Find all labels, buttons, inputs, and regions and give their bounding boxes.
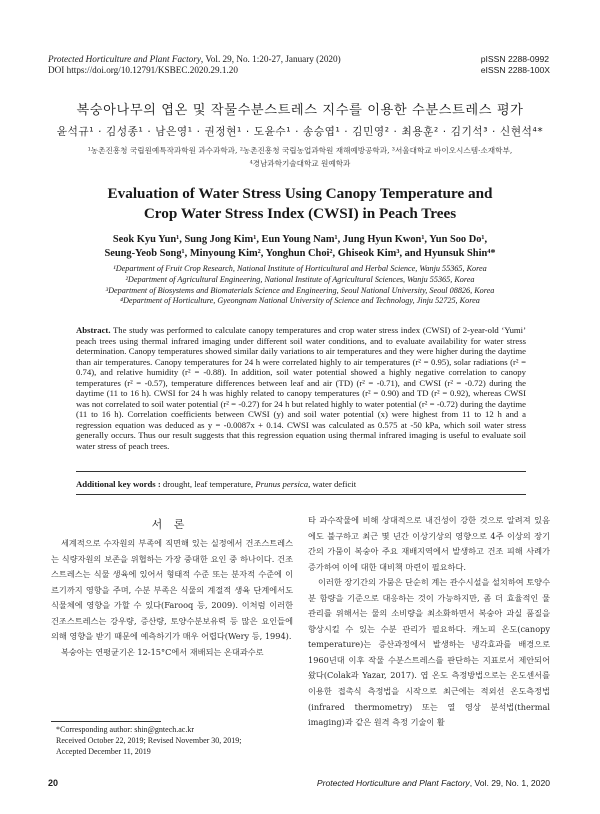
korean-affiliation-line: ¹농촌진흥청 국립원예특작과학원 과수과학과, ²농촌진흥청 국립농업과학원 재해예방공학과, ³서울대학교 바이오시스템·소재학부, <box>87 146 513 155</box>
english-title-line: Evaluation of Water Stress Using Canopy Temperature and <box>107 185 493 202</box>
paragraph: 세계적으로 수자원의 부족에 직면해 있는 실정에서 건조스트레스는 식량자원의 보존을 위협하는 가장 중대한 요인 중 하나이다. 건조스트레스는 식물 생육에 있어서 형태적 수준 또는 분자적 수준에 이르기까지 영향을 주며, 수분 부족은 식물의 계절적 생육 단계에서도 식물체에 영향을 가할 수 있다(Farooq 등, 2009). 이처럼 이러한 건조스트레스는 강우량, 증산량, 토양수분보유력 등 많은 요인들에 의해 영향을 받기 때문에 예측하기가 매우 어렵다(Wery 등, 1994). <box>51 538 293 642</box>
doi-link[interactable]: DOI https://doi.org/10.12791/KSBEC.2020.29.1.20 <box>48 65 238 75</box>
keywords-text-end: , water deficit <box>308 479 357 489</box>
paragraph: 이러한 장기간의 가뭄은 단순히 계는 관수시설을 설치하여 토양수분 함량을 기준으로 대응하는 것이 가능하지만, 좀 더 효율적인 물 관리를 위해서는 물의 소비량을 최소화하면서 복숭아 과실 품질을 향상시킬 수 있는 수분 관리가 필요하다. 캐노피 온도(canopy temperature)는 증산과정에서 발생하는 냉각효과를 배경으로 1960년대 이후 작물 수분스트레스를 판단하는 지표로서 제안되어 왔다(Colak과 Yazar, 2017). 엽 온도 측정방법으로는 온도센서를 이용한 접촉식 측정법을 시작으로 최근에는 적외선 온도측정법(infrared thermometry) 또는 열 영상 분석법(thermal imaging)과 같은 원격 측정 기술이 활 <box>308 577 550 728</box>
keywords <box>76 479 526 489</box>
paragraph: 타 과수작물에 비해 상대적으로 내건성이 강한 것으로 알려져 있음에도 불구하고 최근 몇 년간 이상기상의 영향으로 4주 이상의 장기간의 가뭄이 복숭아 주요 재배지역에서 발생하고 건조 피해 사례가 증가하여 이에 대한 대비책 마련이 필요하다. <box>308 515 550 572</box>
pissn: pISSN 2288-0992 <box>480 54 550 64</box>
issn-block <box>481 54 550 76</box>
accepted-date: Accepted December 11, 2019 <box>56 747 151 756</box>
affiliation-2: ²Department of Agricultural Engineering, National Institute of Agricultural Sciences, Wanju 55365, Korea <box>125 274 475 284</box>
footer-journal <box>317 778 550 788</box>
received-date: Received October 22, 2019; Revised November 30, 2019; <box>56 736 242 745</box>
english-title <box>0 184 600 224</box>
divider <box>76 471 526 472</box>
korean-title: 복숭아나무의 엽온 및 작물수분스트레스 지수를 이용한 수분스트레스 평가 <box>76 103 524 118</box>
footer-journal-name: Protected Horticulture and Plant Factory <box>316 778 470 788</box>
page-number: 20 <box>48 778 59 788</box>
journal-header <box>48 54 341 76</box>
footnote <box>56 724 296 757</box>
eissn: eISSN 2288-100X <box>480 65 550 75</box>
keywords-text: drought, leaf temperature, <box>160 479 256 489</box>
section-title-introduction: 서 론 <box>151 518 189 531</box>
divider <box>76 494 526 495</box>
english-title-line: Crop Water Stress Index (CWSI) in Peach Trees <box>143 205 457 222</box>
korean-affiliation-line: ⁴경남과학기술대학교 원예학과 <box>249 159 351 168</box>
abstract <box>76 325 526 452</box>
abstract-label: Abstract. <box>76 325 111 335</box>
english-affiliations <box>40 264 560 307</box>
left-column <box>51 536 293 660</box>
journal-citation: , Vol. 29, No. 1:20-27, January (2020) <box>200 54 341 64</box>
corresponding-author: *Corresponding author: shin@gntech.ac.kr <box>56 725 195 734</box>
affiliation-1: ¹Department of Fruit Crop Research, National Institute of Horticultural and Herbal Science, Wanju 55365, Korea <box>113 264 487 273</box>
footer-citation: , Vol. 29, No. 1, 2020 <box>469 778 550 788</box>
paragraph: 복숭아는 연평균기온 12-15°C에서 재배되는 온대과수로 <box>61 646 264 657</box>
right-column <box>308 513 550 731</box>
affiliation-3: ³Department of Biosystems and Biomaterials Science and Engineering, Seoul National University, Seoul 08826, Korea <box>105 285 495 295</box>
english-authors <box>0 233 600 260</box>
keywords-italic: Prunus persica <box>255 479 309 489</box>
footnote-divider <box>51 721 161 722</box>
keywords-label: Additional key words : <box>76 479 161 489</box>
journal-name: Protected Horticulture and Plant Factory <box>48 54 201 64</box>
korean-affiliations <box>50 144 550 170</box>
korean-authors: 윤석규¹ · 김성종¹ · 남은영¹ · 권정현¹ · 도윤수¹ · 송승엽¹ · 김민영² · 최용훈² · 김기석³ · 신현석⁴* <box>56 126 544 138</box>
english-authors-line: Seok Kyu Yun¹, Sung Jong Kim¹, Eun Young Nam¹, Jung Hyun Kwon¹, Yun Soo Do¹, <box>112 234 488 245</box>
abstract-text: The study was performed to calculate canopy temperatures and crop water stress index (CWSI) of 2-year-old ‘Yumi’ peach trees using thermal infrared imaging under different soil water conditions, and to evaluate availability for water stress determination. Canopy temperatures showed similar daily variations to air temperatures and they were higher during the daytime than air temperatures. Canopy temperatures for 24 h were correlated highly to air temperatures (r² = 0.95), solar radiations (r² = 0.74), and relative humidity (r² = -0.88). In addition, soil water potential showed a highly negative correlation to canopy temperatures (r² = -0.57), temperature differences between leaf and air (TD) (r² = -0.71), and CWSI (r² = -0.72) during the daytime (11 to 16 h). CWSI for 24 h was highly related to canopy temperatures (r² = 0.90) and TD (r² = 0.92), whereas CWSI was not correlated to soil water potential (r² = -0.27) for 24 h but related highly to water potential (r² = -0.72) during the daytime (11 to 16 h). Correlation coefficients between CWSI (y) and soil water potential (x) were highest from 11 to 12 h and a regression equation was deduced as y = -0.0087x + 0.14. CWSI was calculated as 0.575 at -50 kPa, which soil water stress generally occurs. Thus our result suggests that this regression equation using thermal infrared imaging is useful to evaluate soil water stress of peach trees. <box>76 325 526 452</box>
english-authors-line: Seung-Yeob Song¹, Minyoung Kim², Yonghun Choi², Ghiseok Kim³, and Hyunsuk Shin⁴* <box>104 247 496 259</box>
affiliation-4: ⁴Department of Horticulture, Gyeongnam National University of Science and Technology, Jinju 52725, Korea <box>120 296 480 306</box>
